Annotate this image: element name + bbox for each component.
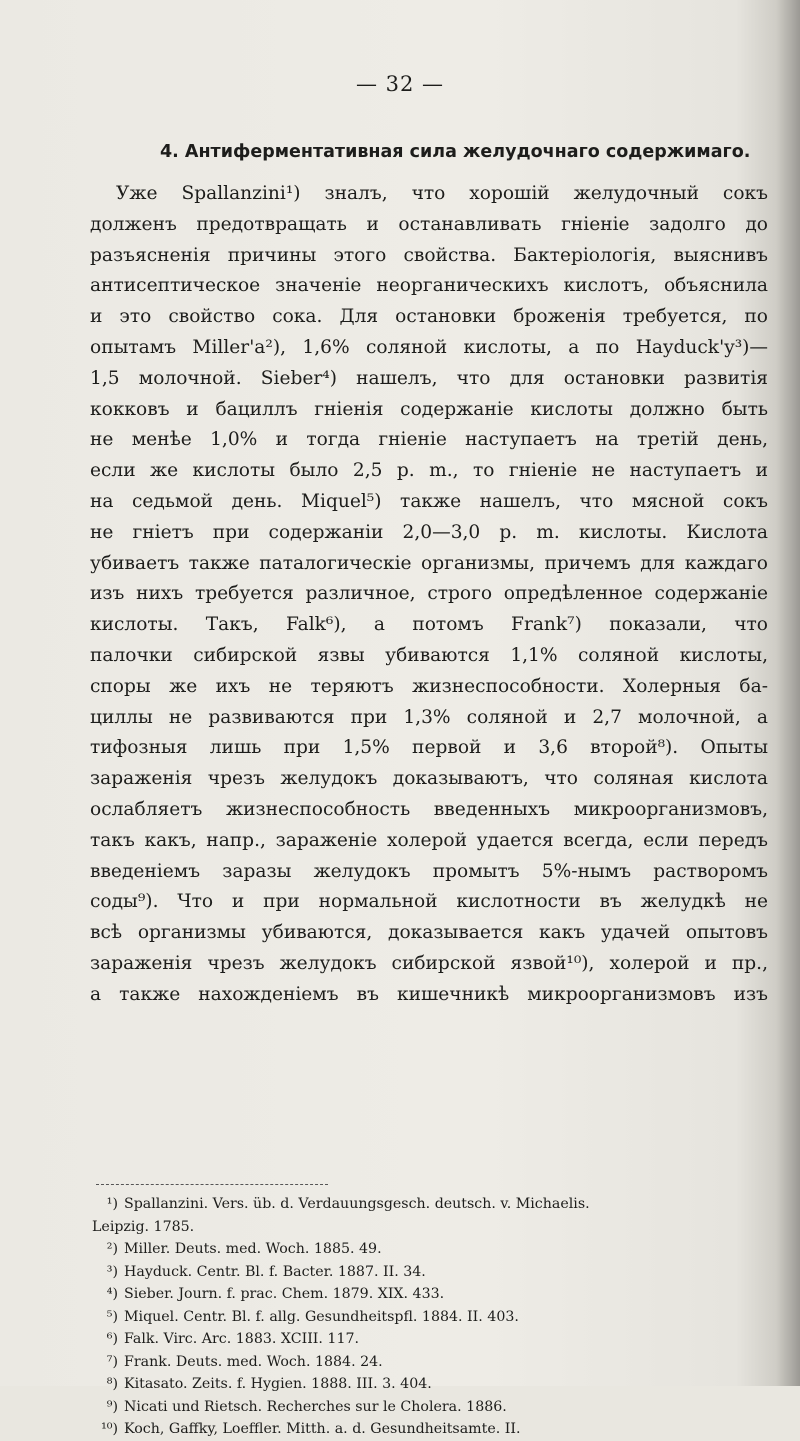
body-line: долженъ предотвращать и останавливать гніеніе задолго до <box>90 213 768 235</box>
body-line: изъ нихъ требуется различное, строго опредѣленное содержаніе <box>90 583 768 605</box>
footnote-text: Hayduck. Centr. Bl. f. Bacter. 1887. II. 34. <box>124 1263 426 1280</box>
body-line: такъ какъ, напр., зараженіе холерой удается всегда, если передъ <box>90 829 768 851</box>
body-line: убиваетъ также паталогическіе организмы, причемъ для каждаго <box>90 552 768 574</box>
body-line: соды⁹). Что и при нормальной кислотности въ желудкѣ не <box>90 891 768 913</box>
body-line: всѣ организмы убиваются, доказывается какъ удачей опытовъ <box>90 922 768 944</box>
footnote <box>92 1216 772 1239</box>
body-line: не гніетъ при содержаніи 2,0—3,0 р. m. кислоты. Кислота <box>90 521 768 543</box>
footnote-number: ⁷) <box>106 1353 118 1370</box>
body-line: разъясненія причины этого свойства. Бактеріологія, выяснивъ <box>90 244 768 266</box>
footnote-number: ⁹) <box>106 1398 118 1415</box>
footnote-number: ⁸) <box>106 1376 118 1392</box>
footnote <box>92 1306 772 1329</box>
footnote-number: ³) <box>106 1263 118 1280</box>
body-line: введеніемъ заразы желудокъ промытъ 5%-нымъ растворомъ <box>90 860 768 882</box>
footnote-number: ¹) <box>106 1196 118 1212</box>
body-line: а также нахожденіемъ въ кишечникѣ микроорганизмовъ изъ <box>90 983 768 1005</box>
footnote <box>92 1238 772 1261</box>
footnote <box>92 1418 772 1441</box>
footnote-number: ⁵) <box>106 1308 118 1325</box>
body-line: и это свойство сока. Для остановки броженія требуется, по <box>90 306 768 328</box>
footnote-text: Frank. Deuts. med. Woch. 1884. 24. <box>124 1353 383 1370</box>
footnote <box>92 1283 772 1306</box>
body-line: антисептическое значеніе неорганическихъ кислотъ, объяснила <box>90 275 768 297</box>
footnote-text: Kitasato. Zeits. f. Hygien. 1888. III. 3. 404. <box>124 1376 432 1392</box>
footnote-text: Falk. Virc. Arc. 1883. XCIII. 117. <box>124 1331 360 1347</box>
body-line: если же кислоты было 2,5 р. m., то гніеніе не наступаетъ и <box>90 460 768 482</box>
body-line: 1,5 молочной. Sieber⁴) нашелъ, что для остановки развитія <box>90 367 768 389</box>
footnote-number: ²) <box>106 1241 118 1257</box>
page-number: — 32 — <box>355 72 445 96</box>
footnote <box>92 1261 772 1284</box>
body-line: палочки сибирской язвы убиваются 1,1% соляной кислоты, <box>90 644 768 666</box>
body-line: Уже Spallanzini¹) зналъ, что хорошій желудочный сокъ <box>116 183 768 204</box>
footnote-text: Miller. Deuts. med. Woch. 1885. 49. <box>124 1241 382 1257</box>
footnote-text: Sieber. Journ. f. prac. Chem. 1879. XIX. 433. <box>124 1286 445 1302</box>
footnote-number: ¹⁰) <box>101 1421 118 1437</box>
footnote-text: Koch, Gaffky, Loeffler. Mitth. a. d. Gesundheitsamte. II. <box>124 1421 521 1437</box>
footnote <box>92 1396 772 1419</box>
body-line: опытамъ Miller'a²), 1,6% соляной кислоты, а по Hayduck'y³)— <box>90 336 768 358</box>
footnote <box>92 1193 772 1216</box>
footnote-text: Nicati und Rietsch. Recherches sur le Cholera. 1886. <box>124 1398 507 1415</box>
footnote-number: ⁶) <box>106 1331 118 1347</box>
footnote-text: Leipzig. 1785. <box>92 1218 195 1235</box>
footnote <box>92 1351 772 1374</box>
footnote-number: ⁴) <box>106 1286 118 1302</box>
body-line: кислоты. Такъ, Falk⁶), а потомъ Frank⁷) показали, что <box>90 614 768 636</box>
footnote <box>92 1373 772 1396</box>
body-line: не менѣе 1,0% и тогда гніеніе наступаетъ на третій день, <box>90 429 768 451</box>
body-line: на седьмой день. Miquel⁵) также нашелъ, что мясной сокъ <box>90 490 768 512</box>
body-line: циллы не развиваются при 1,3% соляной и 2,7 молочной, а <box>90 706 768 728</box>
body-line: зараженія чрезъ желудокъ доказываютъ, что соляная кислота <box>90 768 768 790</box>
body-text <box>90 179 768 1011</box>
body-line: кокковъ и бациллъ гніенія содержаніе кислоты должно быть <box>90 398 768 420</box>
footnote <box>92 1328 772 1351</box>
body-line: тифозныя лишь при 1,5% первой и 3,6 второй⁸). Опыты <box>90 737 768 759</box>
footnote-divider <box>96 1184 328 1185</box>
body-line: споры же ихъ не теряютъ жизнеспособности. Холерныя ба- <box>90 675 768 697</box>
section-heading: 4. Антиферментативная сила желудочнаго содержимаго. <box>160 142 751 162</box>
footnotes <box>92 1193 772 1441</box>
body-line: зараженія чрезъ желудокъ сибирской язвой¹⁰), холерой и пр., <box>90 952 768 974</box>
body-line: ослабляетъ жизнеспособность введенныхъ микроорганизмовъ, <box>90 798 768 820</box>
footnote-text: Spallanzini. Vers. üb. d. Verdauungsgesch. deutsch. v. Michaelis. <box>124 1196 590 1212</box>
footnote-text: Miquel. Centr. Bl. f. allg. Gesundheitspfl. 1884. II. 403. <box>124 1308 519 1325</box>
